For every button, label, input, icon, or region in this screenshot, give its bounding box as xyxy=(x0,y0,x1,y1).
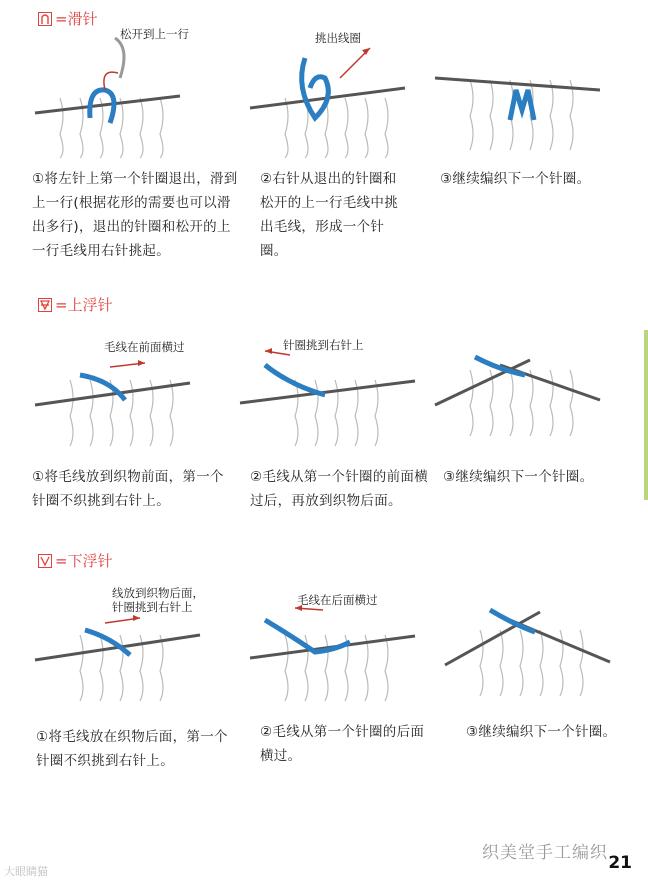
figure-float-front-step2 xyxy=(235,335,435,455)
label-release: 松开到上一行 xyxy=(120,28,189,41)
label-loop-right: 针圈挑到右针上 xyxy=(112,600,193,614)
section-title-text: =滑针 xyxy=(55,10,98,28)
figure-float-front-step3 xyxy=(430,345,610,455)
page-number: 21 xyxy=(608,853,632,873)
figure-slip-step3 xyxy=(430,50,610,170)
label-yarn-back: 线放到织物后面， xyxy=(112,586,204,600)
caption-float-front-3: ③继续编织下一个针圈。 xyxy=(443,469,594,485)
section-title-float-back xyxy=(38,550,113,571)
caption-slip-3: ③继续编织下一个针圈。 xyxy=(440,171,591,187)
caption-slip-2: ②右针从退出的针圈和松开的上一行毛线中挑出毛线，形成一个针圈。 xyxy=(260,171,398,259)
watermark-left: 大眼睛猫 xyxy=(4,865,48,878)
label-pick-loop: 挑出线圈 xyxy=(315,31,361,45)
label-yarn-front: 毛线在前面横过 xyxy=(104,340,185,354)
footer-brand: 织美堂手工编织 xyxy=(482,843,608,863)
caption-float-front-2: ②毛线从第一个针圈的前面横过后，再放到织物后面。 xyxy=(250,469,429,509)
caption-float-back-1: ①将毛线放在织物后面，第一个针圈不织挑到右针上。 xyxy=(36,729,228,769)
label-loop-right: 针圈挑到右针上 xyxy=(283,338,364,352)
figure-float-back-step2 xyxy=(245,590,445,710)
label-yarn-behind: 毛线在后面横过 xyxy=(297,593,378,607)
section-title-float-front xyxy=(38,294,113,315)
caption-float-back-3: ③继续编织下一个针圈。 xyxy=(466,724,617,740)
section-title-text: =上浮针 xyxy=(55,296,113,314)
figure-slip-step2 xyxy=(245,28,435,168)
slip-stitch-symbol-icon xyxy=(38,12,52,26)
section-title-text: =下浮针 xyxy=(55,552,113,570)
caption-float-front-1: ①将毛线放到织物前面，第一个针圈不织挑到右针上。 xyxy=(32,469,224,509)
float-front-symbol-icon xyxy=(38,298,52,312)
section-title-slip xyxy=(38,8,98,29)
figure-float-front-step1 xyxy=(30,335,220,455)
figure-float-back-step3 xyxy=(440,600,620,710)
caption-float-back-2: ②毛线从第一个针圈的后面横过。 xyxy=(260,724,425,764)
figure-slip-step1 xyxy=(30,28,220,168)
float-back-symbol-icon xyxy=(38,554,52,568)
page-edge-tab xyxy=(644,330,648,500)
caption-slip-1: ①将左针上第一个针圈退出，滑到上一行(根据花形的需要也可以滑出多行)，退出的针圈和松开的上一行毛线用右针挑起。 xyxy=(32,171,238,259)
figure-float-back-step1 xyxy=(30,585,230,710)
